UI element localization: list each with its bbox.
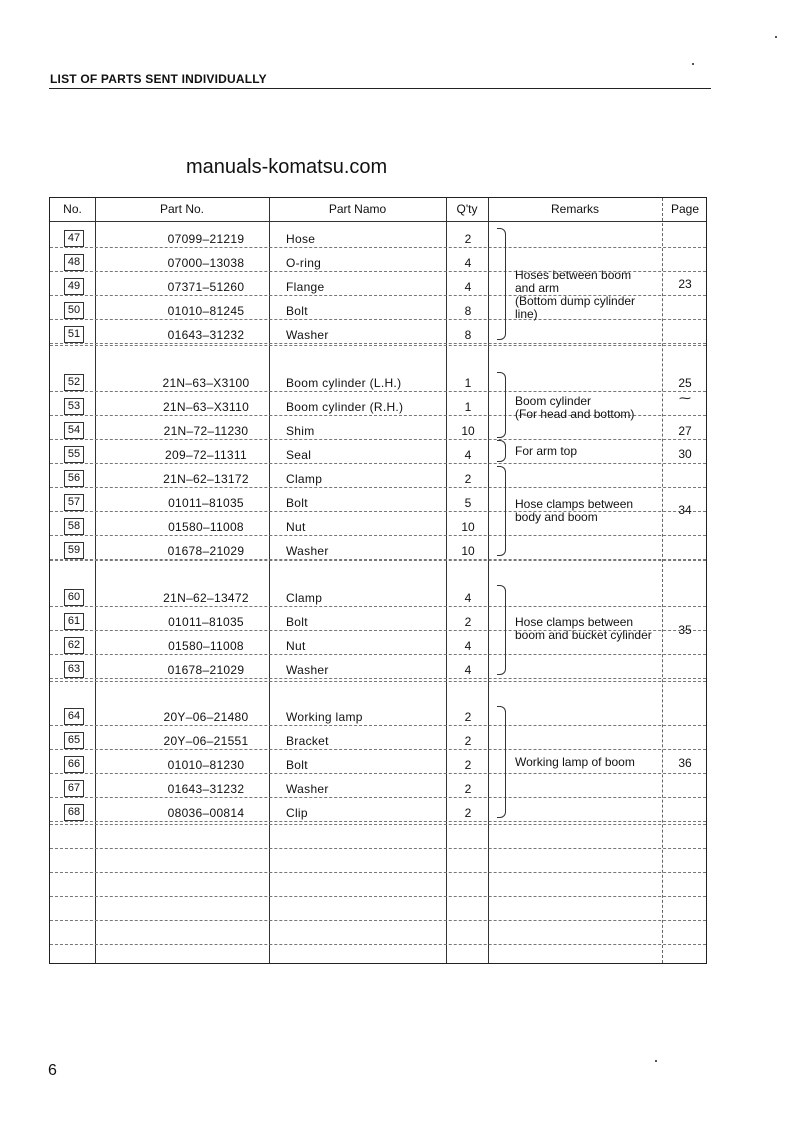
- remark-arm-top: For arm top: [515, 444, 578, 458]
- quantity: 2: [464, 734, 472, 748]
- quantity: 1: [464, 376, 472, 390]
- quantity: 2: [464, 758, 472, 772]
- item-number-box: 52: [64, 374, 84, 391]
- table-row: [50, 584, 706, 608]
- remark-brace: [497, 466, 506, 556]
- part-number: 01643–31232: [167, 782, 245, 796]
- quantity: 4: [464, 591, 472, 605]
- part-name: Washer: [286, 782, 329, 796]
- page-ref: 30: [678, 447, 692, 461]
- part-name: Nut: [286, 520, 306, 534]
- part-name: Bolt: [286, 758, 308, 772]
- part-name: Working lamp: [286, 710, 363, 724]
- part-number: 21N–62–13472: [163, 591, 249, 605]
- column-header-part-name: Part Namo: [328, 202, 387, 216]
- row-separator: [50, 824, 706, 825]
- column-header-part-no: Part No.: [159, 202, 204, 216]
- part-number: 07099–21219: [167, 232, 245, 246]
- column-header-no: No.: [63, 202, 82, 216]
- item-number-box: 59: [64, 542, 84, 559]
- part-name: Clamp: [286, 472, 323, 486]
- part-name: Shim: [286, 424, 315, 438]
- page-ref-tilde: ⁓: [679, 391, 691, 405]
- quantity: 10: [461, 424, 475, 438]
- item-number-box: 53: [64, 398, 84, 415]
- part-name: Bracket: [286, 734, 329, 748]
- scan-speck: [692, 63, 694, 65]
- row-separator: [50, 535, 706, 536]
- part-name: Washer: [286, 663, 329, 677]
- quantity: 4: [464, 663, 472, 677]
- row-separator: [50, 749, 706, 750]
- part-number: 20Y–06–21551: [163, 734, 249, 748]
- row-separator: [50, 343, 706, 344]
- item-number-box: 50: [64, 302, 84, 319]
- page-ref: 35: [678, 623, 692, 637]
- part-name: Bolt: [286, 615, 308, 629]
- table-row: [50, 369, 706, 393]
- part-name: Flange: [286, 280, 325, 294]
- table-row: [50, 799, 706, 823]
- part-name: O-ring: [286, 256, 322, 270]
- row-separator: [50, 681, 706, 682]
- item-number-box: 60: [64, 589, 84, 606]
- quantity: 4: [464, 639, 472, 653]
- remark-brace: [497, 440, 506, 462]
- row-separator: [50, 872, 706, 873]
- page-ref: 36: [678, 756, 692, 770]
- item-number-box: 64: [64, 708, 84, 725]
- part-number: 01010–81230: [167, 758, 245, 772]
- page-number: 6: [48, 1062, 57, 1079]
- remark-brace: [497, 372, 506, 438]
- part-number: 21N–72–11230: [163, 424, 249, 438]
- item-number-box: 51: [64, 326, 84, 343]
- quantity: 5: [464, 496, 472, 510]
- row-separator: [50, 463, 706, 464]
- part-number: 21N–62–13172: [163, 472, 249, 486]
- part-name: Bolt: [286, 496, 308, 510]
- table-row: [50, 225, 706, 249]
- quantity: 10: [461, 544, 475, 558]
- part-name: Washer: [286, 544, 329, 558]
- item-number-box: 56: [64, 470, 84, 487]
- table-row: [50, 321, 706, 345]
- remark-brace: [497, 706, 506, 818]
- item-number-box: 49: [64, 278, 84, 295]
- part-name: Bolt: [286, 304, 308, 318]
- scan-speck: [655, 1060, 657, 1062]
- part-number: 209–72–11311: [165, 448, 247, 462]
- item-number-box: 68: [64, 804, 84, 821]
- table-row: [50, 727, 706, 751]
- row-separator: [50, 821, 706, 822]
- page-ref: 27: [678, 424, 692, 438]
- quantity: 4: [464, 448, 472, 462]
- item-number-box: 62: [64, 637, 84, 654]
- part-number: 20Y–06–21480: [163, 710, 249, 724]
- parts-table: [49, 197, 707, 964]
- quantity: 1: [464, 400, 472, 414]
- quantity: 2: [464, 232, 472, 246]
- row-separator: [50, 848, 706, 849]
- table-row: [50, 703, 706, 727]
- part-name: Clip: [286, 806, 308, 820]
- part-number: 01580–11008: [168, 639, 244, 653]
- row-separator: [50, 391, 706, 392]
- item-number-box: 47: [64, 230, 84, 247]
- item-number-box: 61: [64, 613, 84, 630]
- quantity: 8: [464, 304, 472, 318]
- row-separator: [50, 797, 706, 798]
- item-number-box: 55: [64, 446, 84, 463]
- item-number-box: 63: [64, 661, 84, 678]
- row-separator: [50, 606, 706, 607]
- part-number: 08036–00814: [167, 806, 245, 820]
- row-separator: [50, 560, 706, 561]
- remark-brace: [497, 585, 506, 675]
- item-number-box: 66: [64, 756, 84, 773]
- item-number-box: 67: [64, 780, 84, 797]
- quantity: 10: [461, 520, 475, 534]
- part-number: 01010–81245: [167, 304, 245, 318]
- remark-brace: [497, 228, 506, 340]
- table-row: [50, 775, 706, 799]
- scan-speck: [775, 36, 777, 38]
- quantity: 8: [464, 328, 472, 342]
- quantity: 4: [464, 256, 472, 270]
- quantity: 2: [464, 472, 472, 486]
- table-row: [50, 656, 706, 680]
- quantity: 4: [464, 280, 472, 294]
- page-ref: 23: [678, 277, 692, 291]
- item-number-box: 57: [64, 494, 84, 511]
- row-separator: [50, 247, 706, 248]
- row-separator: [50, 678, 706, 679]
- part-number: 07000–13038: [167, 256, 245, 270]
- row-separator: [50, 773, 706, 774]
- part-number: 01011–81035: [168, 496, 244, 510]
- watermark: manuals-komatsu.com: [186, 156, 388, 178]
- remark-working-lamp: Working lamp of boom: [515, 755, 635, 769]
- header-rule: [49, 88, 711, 89]
- part-number: 21N–63–X3100: [162, 376, 250, 390]
- part-name: Hose: [286, 232, 316, 246]
- remark-boom-cylinder: Boom cylinder (For head and bottom): [515, 394, 635, 421]
- quantity: 2: [464, 782, 472, 796]
- quantity: 2: [464, 710, 472, 724]
- part-name: Seal: [286, 448, 312, 462]
- table-row: [50, 465, 706, 489]
- row-separator: [50, 487, 706, 488]
- part-name: Washer: [286, 328, 329, 342]
- part-number: 01678–21029: [167, 544, 245, 558]
- row-separator: [50, 439, 706, 440]
- part-name: Boom cylinder (L.H.): [286, 376, 402, 390]
- quantity: 2: [464, 806, 472, 820]
- remark-hose-clamps-body-boom: Hose clamps between body and boom: [515, 497, 634, 524]
- quantity: 2: [464, 615, 472, 629]
- part-number: 07371–51260: [167, 280, 245, 294]
- part-number: 01580–11008: [168, 520, 244, 534]
- row-separator: [50, 896, 706, 897]
- item-number-box: 58: [64, 518, 84, 535]
- row-separator: [50, 920, 706, 921]
- table-row: [50, 537, 706, 561]
- column-header-qty: Q'ty: [456, 202, 478, 216]
- item-number-box: 48: [64, 254, 84, 271]
- part-number: 21N–63–X3110: [162, 400, 250, 414]
- item-number-box: 65: [64, 732, 84, 749]
- table-row: [50, 441, 706, 465]
- column-header-remarks: Remarks: [550, 202, 599, 216]
- column-header-page: Page: [670, 202, 700, 216]
- part-name: Clamp: [286, 591, 323, 605]
- remark-hose-clamps-bucket: Hose clamps between boom and bucket cylinder: [515, 615, 652, 642]
- page-header-title: LIST OF PARTS SENT INDIVIDUALLY: [50, 72, 267, 86]
- part-name: Nut: [286, 639, 306, 653]
- part-number: 01011–81035: [168, 615, 244, 629]
- remark-hoses-boom-arm: Hoses between boom and arm (Bottom dump cylinder line): [515, 268, 636, 321]
- row-separator: [50, 725, 706, 726]
- row-separator: [50, 345, 706, 346]
- page-ref: 25: [678, 376, 692, 390]
- page-ref: 34: [678, 503, 692, 517]
- row-separator: [50, 944, 706, 945]
- part-name: Boom cylinder (R.H.): [286, 400, 404, 414]
- part-number: 01678–21029: [167, 663, 245, 677]
- part-number: 01643–31232: [167, 328, 245, 342]
- item-number-box: 54: [64, 422, 84, 439]
- header-rule-line: [50, 221, 706, 222]
- row-separator: [50, 654, 706, 655]
